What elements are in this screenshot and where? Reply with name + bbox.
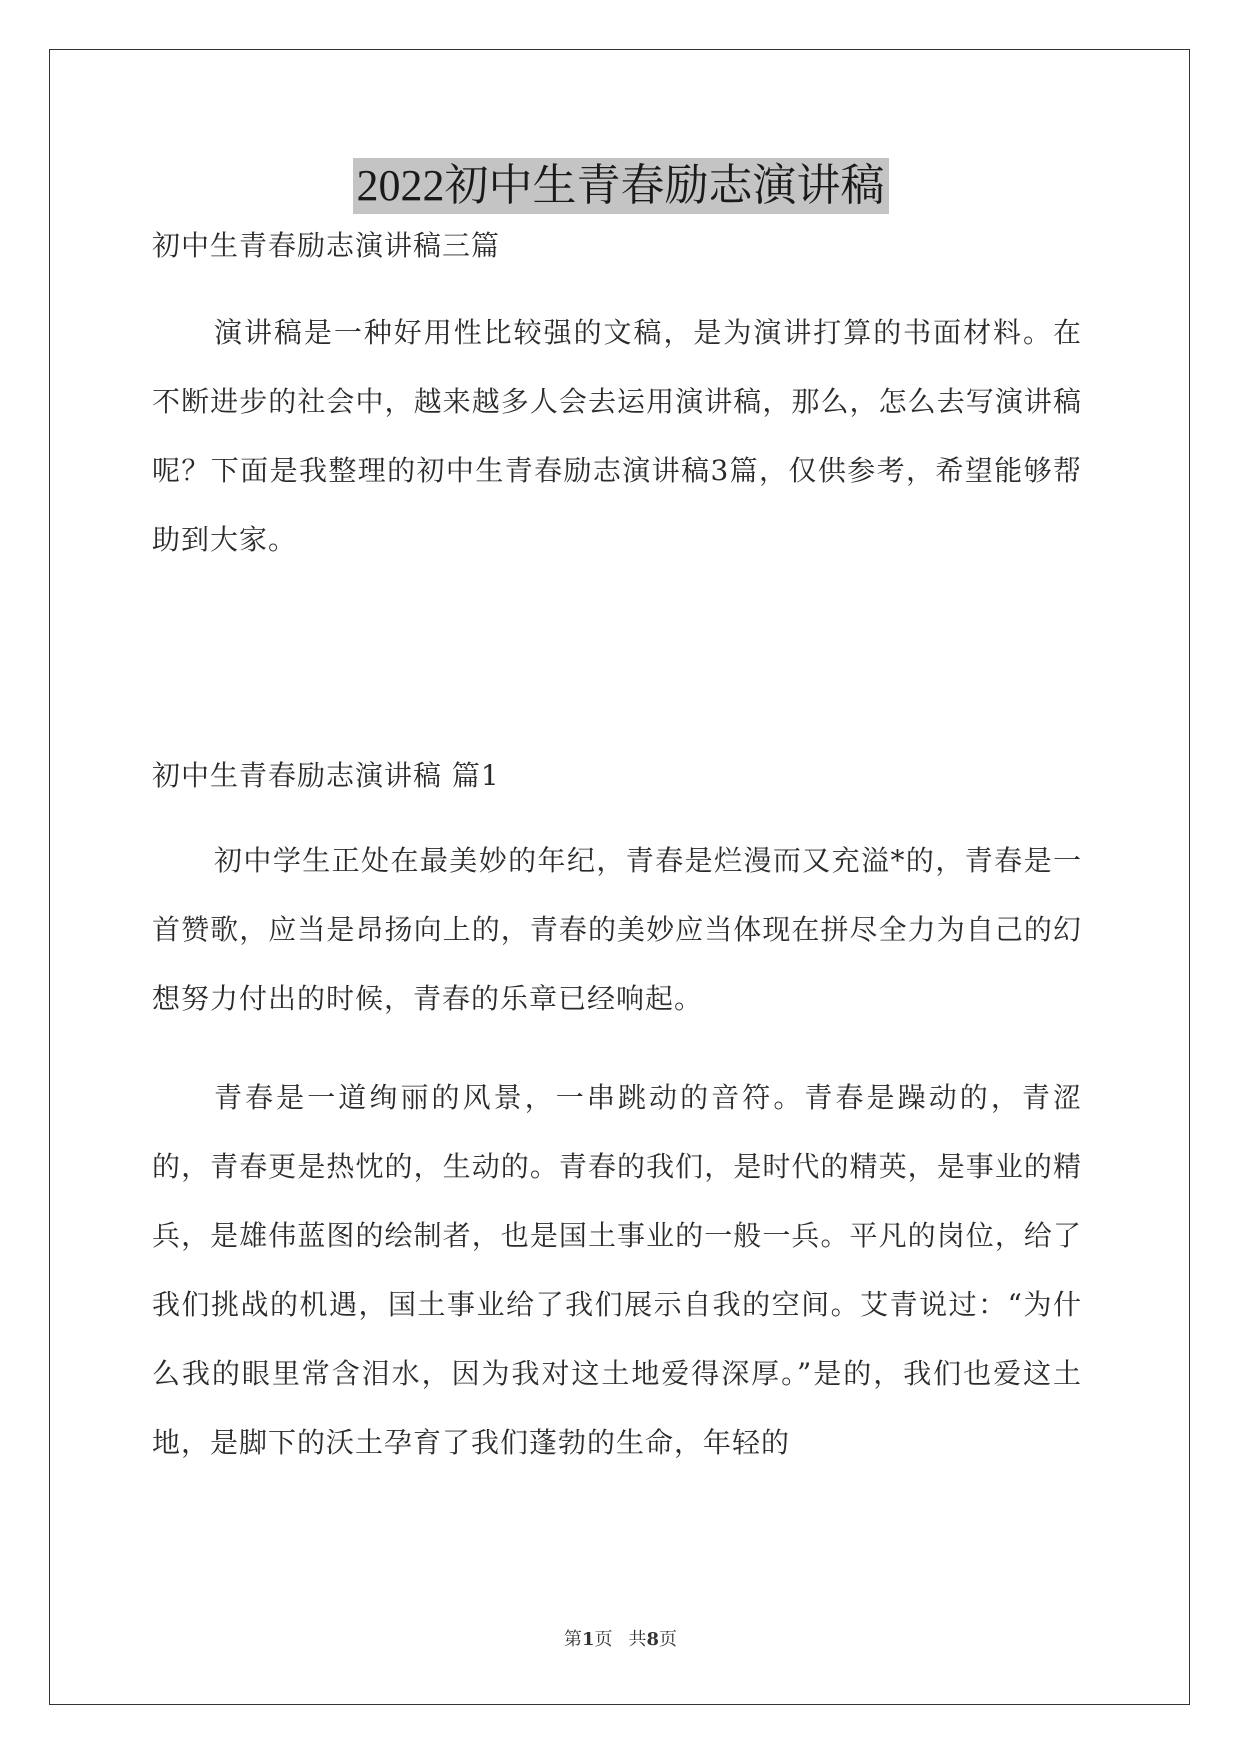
intro-paragraph: 演讲稿是一种好用性比较强的文稿，是为演讲打算的书面材料。在不断进步的社会中，越来越多人会去运用演讲稿，那么，怎么去写演讲稿呢？下面是我整理的初中生青春励志演讲稿3篇，仅供参考，希望能够帮助到大家。 [152,316,1082,556]
document-title: 2022初中生青春励志演讲稿 [353,158,889,214]
total-pages: 8 [646,1629,660,1650]
total-suffix: 页 [659,1629,678,1650]
page-number: 1 [581,1629,595,1650]
page-footer [0,1628,1241,1652]
body-paragraph-1: 初中学生正处在最美妙的年纪，青春是烂漫而又充溢*的，青春是一首赞歌，应当是昂扬向上的，青春的美妙应当体现在拼尽全力为自己的幻想努力付出的时候，青春的乐章已经响起。 [152,844,1082,1015]
page-prefix: 第 [563,1629,582,1650]
page-suffix: 页 [594,1629,613,1650]
section-heading: 初中生青春励志演讲稿 篇1 [152,759,500,792]
document-subtitle: 初中生青春励志演讲稿三篇 [152,229,501,262]
body-paragraph-2: 青春是一道绚丽的风景，一串跳动的音符。青春是躁动的，青涩的，青春更是热忱的，生动的。青春的我们，是时代的精英，是事业的精兵，是雄伟蓝图的绘制者，也是国土事业的一般一兵。平凡的岗位，给了我们挑战的机遇，国土事业给了我们展示自我的空间。艾青说过：“为什么我的眼里常含泪水，因为我对这土地爱得深厚。”是的，我们也爱这土地，是脚下的沃土孕育了我们蓬勃的生命，年轻的 [152,1081,1082,1459]
total-prefix: 共 [628,1629,647,1650]
title-container [0,158,1241,214]
